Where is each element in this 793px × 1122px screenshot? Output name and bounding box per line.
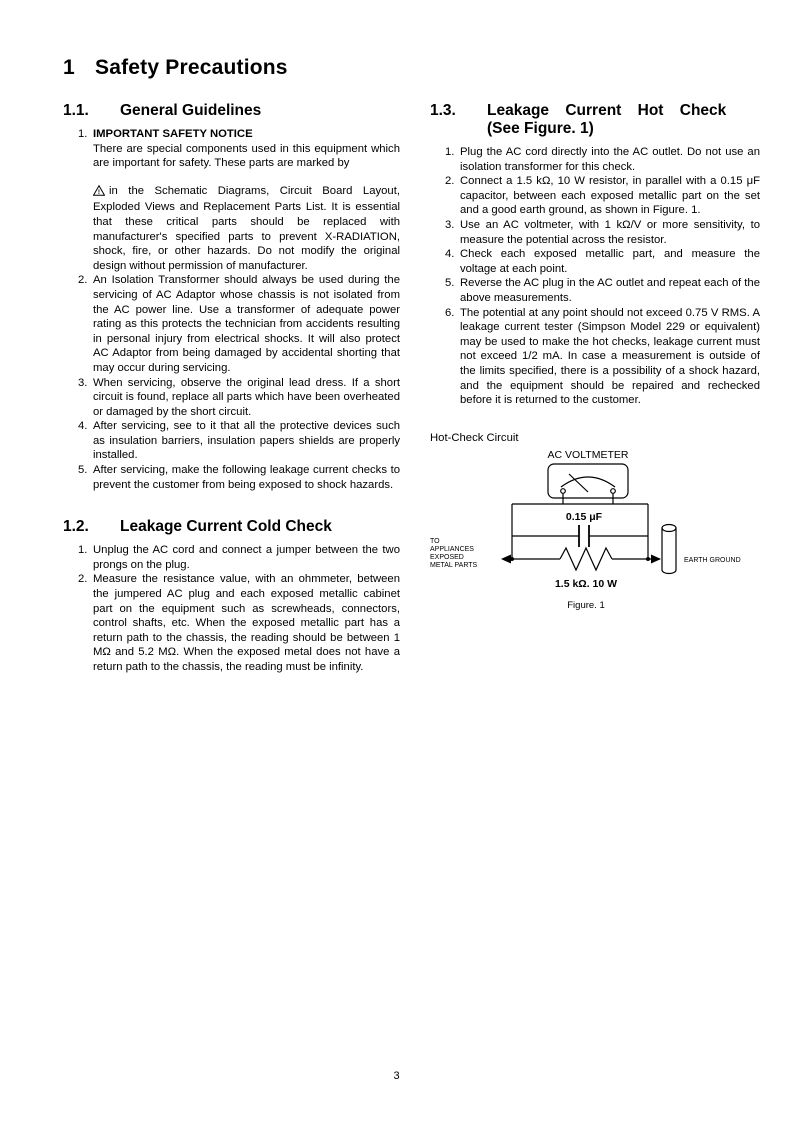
section-title: Leakage Current Cold Check (120, 518, 332, 536)
junction-dot-right (646, 557, 650, 561)
page-title-number: 1 (63, 56, 75, 79)
hot-check-list (430, 145, 760, 408)
appliance-label-line: TO (430, 537, 440, 545)
list-item-text: Unplug the AC cord and connect a jumper between the two prongs on the plug. (93, 544, 400, 571)
paragraph-text: in the Schematic Diagrams, Circuit Board Layout, Exploded Views and Replacement Parts List. It is essential that these critical parts should be replaced with manufacturer's specified parts to prevent X-RADIATION, shock, fire, or other hazards. Do not modify the original design without permission of manufacturer. (93, 184, 400, 272)
general-guidelines-list (63, 127, 400, 492)
voltmeter-terminal-left (561, 488, 566, 493)
list-item-text: Check each exposed metallic part, and measure the voltage at each point. (460, 248, 760, 275)
list-item (78, 127, 400, 273)
resistor-label: 1.5 kΩ. 10 W (554, 577, 618, 590)
figure-intro-label: Hot-Check Circuit (430, 431, 519, 444)
svg-text:!: ! (97, 188, 101, 196)
earth-rod-top (662, 524, 676, 531)
junction-dot-left (510, 557, 514, 561)
resistor-symbol (560, 548, 612, 570)
arrow-to-earth (651, 554, 661, 563)
hot-check-circuit-diagram (430, 446, 760, 616)
hot-check-figure (430, 432, 760, 621)
list-item: 4. Check each exposed metallic part, and measure the voltage at each point. (445, 248, 760, 275)
list-item: 2. Connect a 1.5 kΩ, 10 W resistor, in parallel with a 0.15 μF capacitor, between each exposed metallic part on the set and a good earth ground, as shown in Figure. 1. (445, 175, 760, 217)
appliance-label-line: METAL PARTS (430, 561, 478, 569)
section-number: 1.1. (63, 102, 89, 119)
voltmeter-body (548, 464, 628, 498)
page-title (63, 56, 760, 80)
earth-rod-bottom (662, 570, 676, 574)
list-item-text: An Isolation Transformer should always be used during the servicing of AC Adaptor whose chassis is not isolated from the AC power line. Use a transformer of adequate power rating as this protects the technician from accidents resulting in personal injury from electrical shocks. It will also protect AC Adaptor from being damaged by accidental shorting that may occur during servicing. (93, 274, 400, 374)
list-item: 2. An Isolation Transformer should always be used during the servicing of AC Adaptor whose chassis is not isolated from the AC power line. Use a transformer of adequate power rating as this protects the technician from accidents resulting in personal injury from electrical shocks. It will also protect AC Adaptor from being damaged by accidental shorting that may occur during servicing. (78, 274, 400, 374)
earth-ground-label: EARTH GROUND (684, 556, 741, 564)
list-item-text: Plug the AC cord directly into the AC outlet. Do not use an isolation transformer for this check. (460, 146, 760, 173)
list-item-text: Connect a 1.5 kΩ, 10 W resistor, in parallel with a 0.15 μF capacitor, between each exposed metallic part on the set and a good earth ground, as shown in Figure. 1. (460, 175, 760, 217)
list-item: 1. Plug the AC cord directly into the AC outlet. Do not use an isolation transformer for this check. (445, 146, 760, 173)
section-title: General Guidelines (120, 102, 262, 119)
warning-icon (93, 185, 105, 201)
section-general-guidelines (63, 102, 400, 492)
appliance-label-line: EXPOSED (430, 553, 464, 561)
section-number: 1.2. (63, 518, 89, 536)
list-item-text: Reverse the AC plug in the AC outlet and repeat each of the above measurements. (460, 277, 760, 304)
voltmeter-terminal-right (611, 488, 616, 493)
section-heading-cold (63, 518, 400, 536)
list-item: 2. Measure the resistance value, with an ohmmeter, between the jumpered AC plug and each exposed metallic cabinet part on the equipment such as screwheads, connectors, control shafts, etc. When the exposed metallic part has a return path to the chassis, the reading should be between 1 MΩ and 5.2 MΩ. When the exposed metal does not have a return path to the chassis, the reading must be infinity. (78, 573, 400, 673)
cold-check-list (63, 543, 400, 674)
list-item: 1. Unplug the AC cord and connect a jumper between the two prongs on the plug. (78, 544, 400, 571)
list-item-text: When servicing, observe the original lead dress. If a short circuit is found, replace all parts which have been overheated or damaged by the short circuit. (93, 376, 400, 418)
list-item: 5. After servicing, make the following leakage current checks to prevent the customer from being exposed to shock hazards. (78, 464, 400, 491)
appliance-label-line: APPLIANCES (430, 545, 474, 553)
safety-notice-heading: IMPORTANT SAFETY NOTICE (93, 128, 253, 140)
figure-caption: Figure. 1 (567, 599, 605, 611)
page-number: 3 (393, 1070, 400, 1082)
list-item: 6. The potential at any point should not exceed 0.75 V RMS. A leakage current tester (Simpson Model 229 or equivalent) may be used to make the hot checks, leakage current must not exceed 1/2 mA. In case a measurement is outside of the limits specified, there is a possibility of a shock hazard, and the equipment should be repaired and rechecked before it is returned to the customer. (445, 306, 760, 407)
voltmeter-label: AC VOLTMETER (547, 448, 629, 461)
section-title: Leakage Current Hot Check (See Figure. 1) (487, 102, 727, 137)
list-item: 5. Reverse the AC plug in the AC outlet and repeat each of the above measurements. (445, 277, 760, 304)
section-hot-check (430, 102, 760, 408)
list-item-text: The potential at any point should not exceed 0.75 V RMS. A leakage current tester (Simpson Model 229 or equivalent) may be used to make the hot checks, leakage current must not exceed 1/2 mA. In case a measurement is outside of the limits specified, there is a possibility of a shock hazard, and the equipment should be repaired and rechecked before it is returned to the customer. (460, 306, 760, 407)
voltmeter-scale-arc (561, 477, 615, 487)
list-item-text: Use an AC voltmeter, with 1 kΩ/V or more sensitivity, to measure the potential across the resistor. (460, 218, 760, 246)
list-item: 3. Use an AC voltmeter, with 1 kΩ/V or more sensitivity, to measure the potential across the resistor. (445, 218, 760, 246)
arrow-to-appliances (501, 554, 511, 563)
section-heading-hot (430, 102, 760, 138)
section-cold-check (63, 518, 400, 674)
list-item-text: After servicing, make the following leakage current checks to prevent the customer from being exposed to shock hazards. (93, 464, 400, 491)
section-heading-general (63, 102, 400, 120)
capacitor-label: 0.15 μF (565, 510, 603, 523)
paragraph: There are special components used in this equipment which are important for safety. These parts are marked by (93, 142, 400, 170)
list-item-number: 1. (78, 128, 88, 140)
list-item-text: Measure the resistance value, with an ohmmeter, between the jumpered AC plug and each exposed metallic cabinet part on the equipment such as screwheads, connectors, control shafts, etc. When the exposed metallic part has a return path to the chassis, the reading should be between 1 MΩ and 5.2 MΩ. When the exposed metal does not have a return path to the chassis, the reading must be infinity. (93, 573, 400, 673)
page-title-text: Safety Precautions (95, 56, 288, 79)
paragraph-with-warning (93, 184, 400, 274)
list-item: 3. When servicing, observe the original lead dress. If a short circuit is found, replace all parts which have been overheated or damaged by the short circuit. (78, 376, 400, 418)
list-item: 4. After servicing, see to it that all the protective devices such as insulation barriers, insulation papers shields are properly installed. (78, 420, 400, 462)
section-number: 1.3. (430, 102, 456, 119)
list-item-text: After servicing, see to it that all the protective devices such as insulation barriers, insulation papers shields are properly installed. (93, 420, 400, 462)
